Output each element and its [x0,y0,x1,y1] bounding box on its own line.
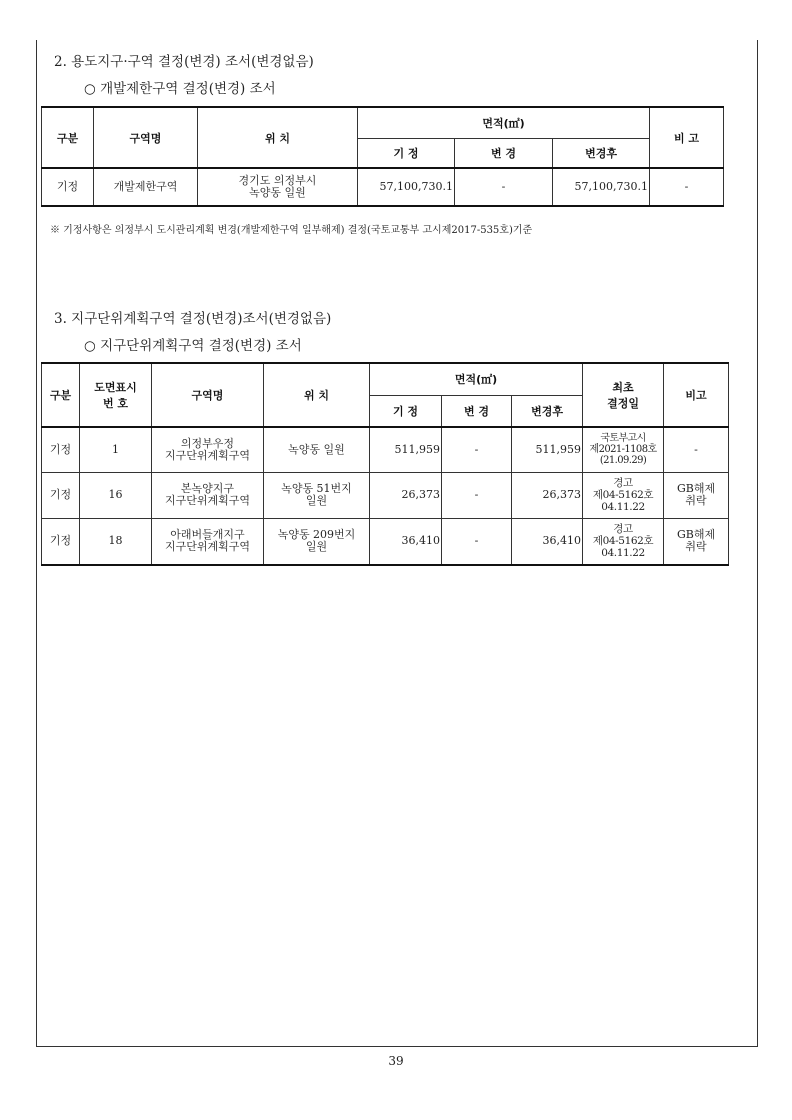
cell-change: - [455,168,553,206]
section3-subheading: ○ 지구단위계획구역 결정(변경) 조서 [84,338,302,354]
location-line2: 일원 [305,494,328,507]
zone-line1: 아래버들개지구 [170,528,245,542]
header-first-decision [583,363,664,427]
drawing-no-line2: 번 호 [102,397,129,410]
zone-line1: 의정부우정 [180,436,235,450]
zone-line2: 지구단위계획구역 [164,494,250,507]
location-line2: 녹양동 일원 [249,186,306,199]
remarks-line2: 취락 [685,494,707,507]
location-line1: 녹양동 일원 [288,442,345,456]
location-line1: 녹양동 209번지 [277,528,356,542]
decision-line3: 04.11.22 [601,547,645,560]
cell-category: 기정 [42,168,94,206]
cell-category: 기정 [42,427,80,472]
table-row [42,472,729,518]
header-area-group: 면적(㎡) [370,363,583,395]
cell-drawing-no: 18 [80,518,152,565]
cell-remarks: - [650,168,724,206]
header-location: 위 치 [264,363,370,427]
header-after-change: 변경후 [553,138,650,168]
cell-change: - [442,427,512,472]
cell-existing: 26,373 [370,472,442,518]
header-change: 변 경 [442,395,512,427]
table-row [42,168,724,206]
cell-after-change: 36,410 [512,518,583,565]
cell-zone-name [152,427,264,472]
location-line1: 경기도 의정부시 [238,174,317,187]
cell-category: 기정 [42,472,80,518]
drawing-no-line1: 도면표시 [94,381,137,394]
remarks-line1: GB해제 [676,482,716,495]
cell-first-decision [583,518,664,565]
header-remarks: 비 고 [650,107,724,168]
cell-first-decision [583,472,664,518]
cell-zone-name [152,518,264,565]
cell-after-change: 26,373 [512,472,583,518]
decision-line1: 국토부고시 [600,433,646,445]
cell-existing: 511,959 [370,427,442,472]
cell-remarks [664,472,729,518]
header-category: 구분 [42,107,94,168]
cell-location [198,168,358,206]
header-category: 구분 [42,363,80,427]
decision-line1: 경고 [613,477,633,489]
zone-line2: 지구단위계획구역 [164,540,250,554]
page-number: 39 [388,1054,404,1068]
decision-line1: 경고 [613,523,633,536]
first-decision-line1: 최초 [612,381,634,394]
decision-line3: 04.11.22 [601,501,645,513]
location-line1: 녹양동 51번지 [281,482,352,495]
header-location: 위 치 [198,107,358,168]
cell-after-change: 57,100,730.1 [553,168,650,206]
zone-line1: 본녹양지구 [180,482,235,495]
header-area-group: 면적(㎡) [358,107,650,138]
district-unit-plan-table [41,362,729,566]
zone-restriction-table [41,106,724,207]
header-zone-name: 구역명 [152,363,264,427]
table-row [42,518,729,565]
decision-line2: 제04-5162호 [592,489,654,501]
cell-existing: 57,100,730.1 [358,168,455,206]
zone-line2: 지구단위계획구역 [164,448,250,462]
cell-existing: 36,410 [370,518,442,565]
cell-location [264,472,370,518]
cell-change: - [442,518,512,565]
remarks-line1: GB해제 [676,528,716,542]
cell-change: - [442,472,512,518]
cell-after-change: 511,959 [512,427,583,472]
table-row [42,427,729,472]
remarks-line2: 취락 [685,540,707,554]
section2-subheading: ○ 개발제한구역 결정(변경) 조서 [84,81,276,97]
header-remarks: 비고 [664,363,729,427]
section2-heading: 2. 용도지구·구역 결정(변경) 조서(변경없음) [54,54,314,70]
header-after-change: 변경후 [512,395,583,427]
decision-line2: 제04-5162호 [592,535,654,548]
section2-note: ※ 기정사항은 의정부시 도시관리계획 변경(개발제한구역 일부해제) 결정(국토교통부 고시제2017-535호)기준 [50,225,533,236]
cell-remarks: - [664,427,729,472]
cell-zone-name [152,472,264,518]
header-drawing-no [80,363,152,427]
cell-location [264,518,370,565]
cell-remarks [664,518,729,565]
location-line2: 일원 [305,540,328,554]
first-decision-line2: 결정일 [607,397,639,410]
cell-category: 기정 [42,518,80,565]
section3-heading: 3. 지구단위계획구역 결정(변경)조서(변경없음) [54,311,332,327]
header-existing: 기 정 [370,395,442,427]
header-existing: 기 정 [358,138,455,168]
cell-location [264,427,370,472]
cell-first-decision [583,427,664,472]
cell-drawing-no: 16 [80,472,152,518]
cell-drawing-no: 1 [80,427,152,472]
cell-zone-name: 개발제한구역 [94,168,198,206]
decision-line3: (21.09.29) [599,455,647,467]
header-change: 변 경 [455,138,553,168]
decision-line2: 제2021-1108호 [589,444,657,456]
header-zone-name: 구역명 [94,107,198,168]
